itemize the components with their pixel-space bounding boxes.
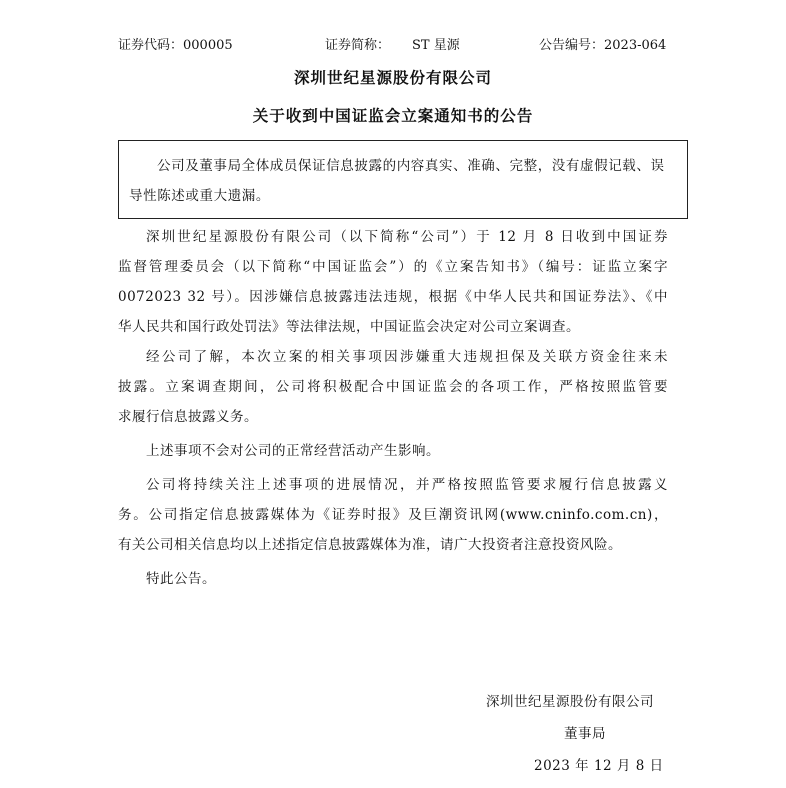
paragraph-line: 华人民共和国行政处罚法》等法律法规，中国证监会决定对公司立案调查。 <box>118 319 580 335</box>
stock-code-label: 证券代码： <box>118 38 184 53</box>
stock-short-name-value: ST 星源 <box>412 38 460 53</box>
notice-number-value: 2023-064 <box>604 38 667 53</box>
disclaimer-box: 公司及董事局全体成员保证信息披露的内容真实、准确、完整，没有虚假记载、误导性陈述或重大遗漏。 <box>118 140 688 219</box>
paragraph-line: 深圳世纪星源股份有限公司（以下简称“公司”）于 12 月 8 日收到中国证券 <box>146 229 668 245</box>
paragraph-line: 务。公司指定信息披露媒体为《证券时报》及巨潮资讯网(www.cninfo.com.cn)， <box>118 507 668 523</box>
paragraph-line: 上述事项不会对公司的正常经营活动产生影响。 <box>146 443 440 459</box>
stock-code <box>118 36 233 56</box>
paragraph-investigation <box>118 222 668 342</box>
notice-number <box>539 36 666 56</box>
signature-company: 深圳世纪星源股份有限公司 <box>486 694 654 710</box>
paragraph-line: 求履行信息披露义务。 <box>118 409 258 425</box>
paragraph-line: 有关公司相关信息均以上述指定信息披露媒体为准，请广大投资者注意投资风险。 <box>118 537 622 553</box>
paragraph-line: 经公司了解，本次立案的相关事项因涉嫌重大违规担保及关联方资金往来未 <box>146 349 668 365</box>
stock-short-name-label: 证券简称： <box>325 38 391 53</box>
document-header <box>0 36 786 56</box>
paragraph-details <box>118 342 668 432</box>
paragraph-disclosure <box>118 470 668 560</box>
company-title: 深圳世纪星源股份有限公司 <box>293 69 492 87</box>
announcement-title: 关于收到中国证监会立案通知书的公告 <box>252 107 534 125</box>
notice-number-label: 公告编号： <box>539 38 605 53</box>
paragraph-line: 0072023 32 号）。因涉嫌信息披露违法违规，根据《中华人民共和国证券法》、《中 <box>118 289 668 305</box>
stock-code-value: 000005 <box>183 38 233 53</box>
paragraph-closing <box>118 564 668 594</box>
paragraph-impact <box>118 436 668 466</box>
signature-date: 2023 年 12 月 8 日 <box>534 758 664 774</box>
paragraph-line: 特此公告。 <box>146 571 216 587</box>
paragraph-line: 披露。立案调查期间，公司将积极配合中国证监会的各项工作，严格按照监管要 <box>118 379 668 395</box>
paragraph-line: 公司将持续关注上述事项的进展情况，并严格按照监管要求履行信息披露义 <box>146 477 668 493</box>
stock-short-name <box>325 36 460 56</box>
signature-board: 董事局 <box>564 726 606 742</box>
paragraph-line: 监督管理委员会（以下简称“中国证监会”）的《立案告知书》（编号：证监立案字 <box>118 259 668 275</box>
